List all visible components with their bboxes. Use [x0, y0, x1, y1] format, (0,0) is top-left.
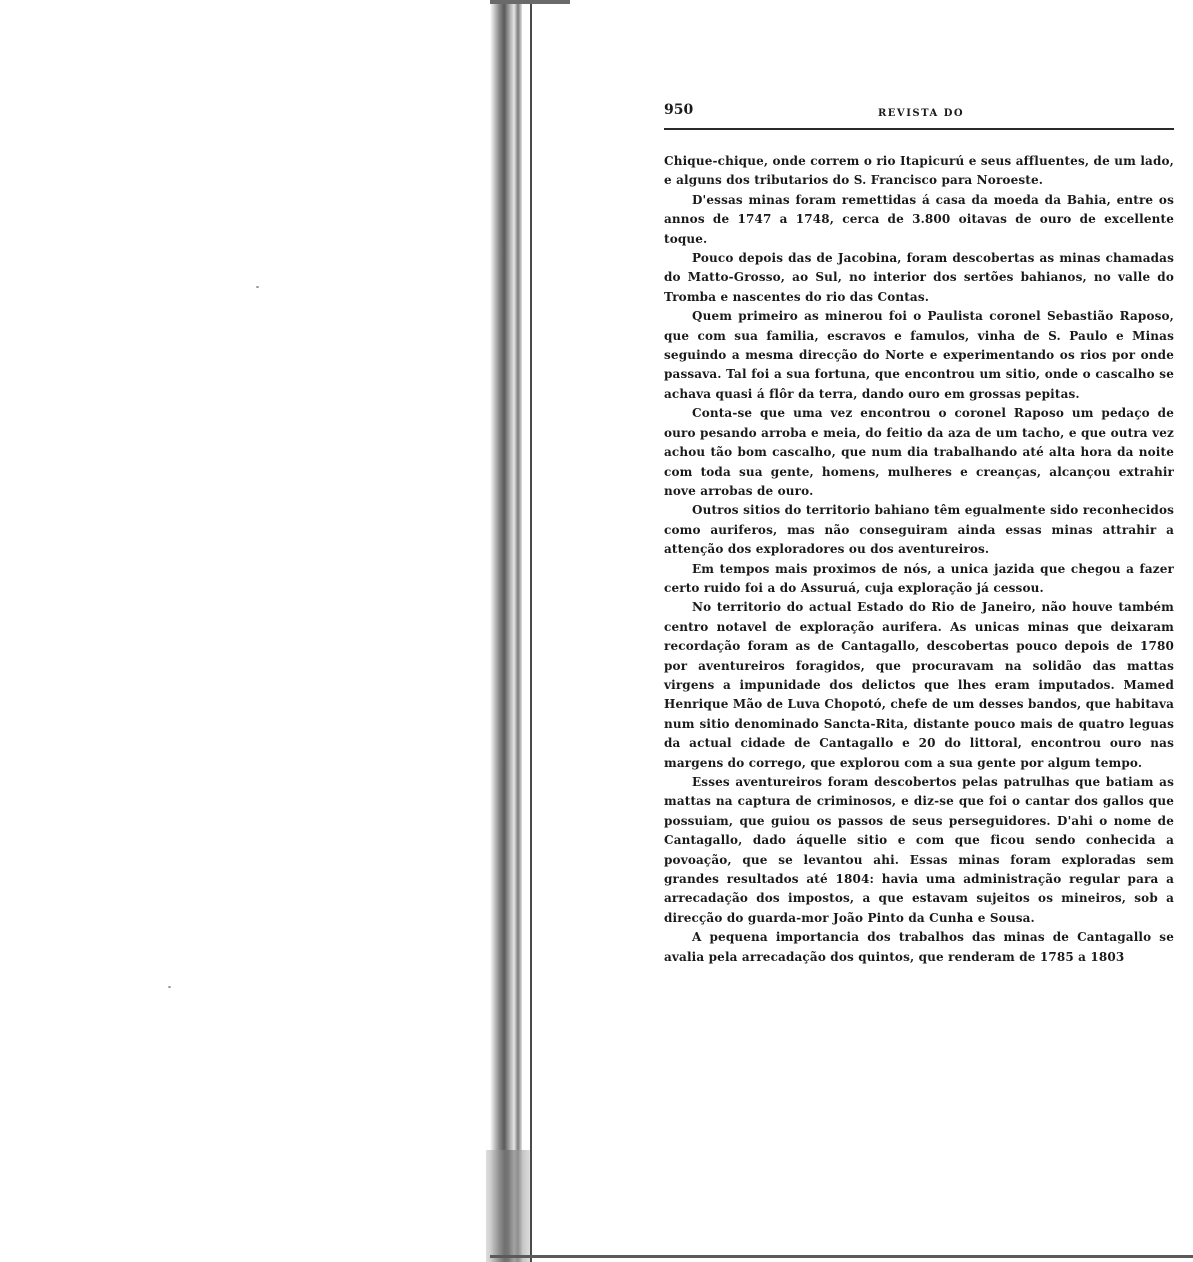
paper-speck: [256, 286, 259, 288]
book-binding-gutter: [478, 0, 548, 1262]
blank-facing-page: [0, 0, 490, 1262]
gutter-shadow: [514, 0, 522, 1262]
paper-speck: [168, 986, 171, 988]
page-edge-line: [490, 0, 570, 4]
paragraph: D'essas minas foram remettidas á casa da moeda da Bahia, entre os annos de 1747 a 1748, cerca de 3.800 oitavas de ouro de excellente toque.: [664, 192, 1174, 246]
paragraph: Em tempos mais proximos de nós, a unica jazida que chegou a fazer certo ruido foi a do Assuruá, cuja exploração já cessou.: [664, 561, 1174, 595]
paragraph: Chique-chique, onde correm o rio Itapicurú e seus affluentes, de um lado, e alguns dos tributarios do S. Francisco para Noroeste.: [664, 154, 1174, 188]
running-head: REVISTA DO: [878, 108, 965, 119]
body-text: [664, 152, 1174, 967]
paragraph: Conta-se que uma vez encontrou o coronel Raposo um pedaço de ouro pesando arroba e meia, do feitio da aza de um tacho, e que outra vez achou tão bom cascalho, que num dia trabalhando até alta hora da noite com toda sua gente, homens, mulheres e creanças, alcançou extrahir nove arrobas de ouro.: [664, 406, 1174, 498]
paragraph: Outros sitios do territorio bahiano têm egualmente sido reconhecidos como auriferos, mas não conseguiram ainda essas minas attrahir a attenção dos exploradores ou dos aventureiros.: [664, 503, 1174, 557]
gutter-shadow: [486, 1150, 530, 1262]
paragraph: Pouco depois das de Jacobina, foram descobertas as minas chamadas do Matto-Grosso, ao Sul, no interior dos sertões bahianos, no valle do Tromba e nascentes do rio das Contas.: [664, 251, 1174, 304]
page-edge-line: [530, 0, 532, 1262]
page-number: 950: [664, 102, 694, 118]
header-rule: [664, 128, 1174, 130]
paragraph: Esses aventureiros foram descobertos pelas patrulhas que batiam as mattas na captura de criminosos, e diz-se que foi o cantar dos gallos que possuiam, que guiou os passos de seus perseguidores. D'ahi o nome de Cantagallo, dado áquelle sitio e com que ficou sendo conhecida a povoação, que se levantou ahi. Essas minas foram exploradas sem grandes resultados até 1804: havia uma administração regular para a arrecadação dos impostos, a que estavam sujeitos os mineiros, sob a direcção do guarda-mor João Pinto da Cunha e Sousa.: [664, 775, 1174, 925]
paragraph: Quem primeiro as minerou foi o Paulista coronel Sebastião Raposo, que com sua familia, escravos e famulos, vinha de S. Paulo e Minas seguindo a mesma direcção do Norte e experimentando os rios por onde passava. Tal foi a sua fortuna, que encontrou um sitio, onde o cascalho se achava quasi á flôr da terra, dando ouro em grossas pepitas.: [664, 309, 1174, 401]
page-edge-line: [490, 1255, 1193, 1258]
gutter-shadow: [490, 0, 516, 1262]
paragraph: No territorio do actual Estado do Rio de Janeiro, não houve também centro notavel de exploração aurifera. As unicas minas que deixaram recordação foram as de Cantagallo, descobertas pouco depois de 1780 por aventureiros foragidos, que procuravam na solidão das mattas virgens a impunidade dos delictos que lhes eram imputados. Mamed Henrique Mão de Luva Chopotó, chefe de um desses bandos, que habitava num sitio denominado Sancta-Rita, distante pouco mais de quatro leguas da actual cidade de Cantagallo e 20 do littoral, encontrou ouro nas margens do corrego, que explorou com a sua gente por algum tempo.: [664, 600, 1174, 770]
page-header: [664, 96, 1174, 122]
text-page: [664, 96, 1174, 967]
paragraph: A pequena importancia dos trabalhos das minas de Cantagallo se avalia pela arrecadação dos quintos, que renderam de 1785 a 1803: [664, 930, 1174, 964]
